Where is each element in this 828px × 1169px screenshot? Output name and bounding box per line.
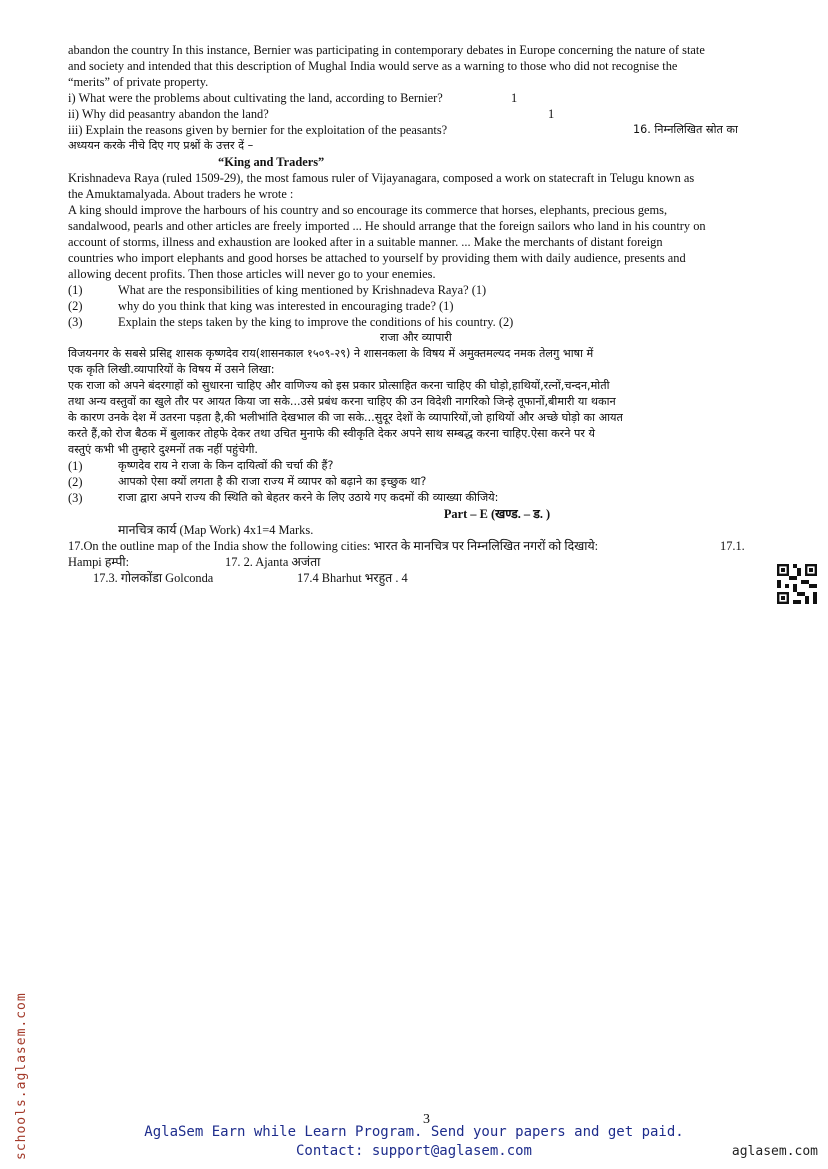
- hindi-question: [68, 474, 786, 490]
- english-question: [68, 282, 786, 298]
- footer-contact[interactable]: Contact: support@aglasem.com: [295, 1143, 532, 1159]
- hindi-text-line: करते हैं,को रोज बैठक में बुलाकर तोहफे देकर तथा उचित मुनाफे की स्वीकृति देकर अपने साथ सम्बद्ध करना चाहिए.ऐसा करने पर ये: [68, 427, 595, 440]
- intro-line: abandon the country In this instance, Bernier was participating in contemporary debates in Europe concerning the nature of state: [68, 43, 705, 57]
- hindi-question: [68, 490, 786, 506]
- question-text: आपको ऐसा क्यों लगता है की राजा राज्य में व्यापर को बढ़ाने का इच्छुक था?: [118, 475, 427, 488]
- question-number: (1): [68, 459, 83, 473]
- question-text: i) What were the problems about cultivating the land, according to Bernier?: [68, 91, 443, 105]
- question-text: 17.On the outline map of the India show the following cities: भारत के मानचित्र पर निम्नलिखित नगरों को दिखाये:: [68, 539, 599, 553]
- source-text-line: countries who import elephants and good horses be attached to yourself by providing them with daily audience, presents and: [68, 251, 686, 265]
- hindi-text-line: के कारण उनके देश में उतरना पड़ता है,की भलीभांति देखभाल की जा सके...सुदूर देशों के व्यापारियों,जो हाथियों और अच्छे घोड़ो का आयत: [68, 411, 623, 424]
- question-number: (1): [68, 283, 83, 297]
- question-text: iii) Explain the reasons given by bernier for the exploitation of the peasants?: [68, 123, 448, 137]
- hindi-instruction: अध्ययन करके नीचे दिए गए प्रश्नों के उत्तर दें –: [68, 139, 254, 152]
- hindi-intro-line: एक कृति लिखी.व्यापारियों के विषय में उसने लिखा:: [68, 363, 275, 376]
- map-work-heading: मानचित्र कार्य (Map Work) 4x1=4 Marks.: [118, 523, 314, 537]
- question-text: राजा द्वारा अपने राज्य की स्थिति को बेहतर करने के लिए उठाये गए कदमों की व्याख्या कीजिये:: [118, 491, 499, 504]
- question-text: कृष्णदेव राय ने राजा के किन दायित्वों की चर्चा की हैं?: [118, 459, 334, 472]
- question-number: (2): [68, 299, 83, 313]
- bernier-question-3: [68, 122, 786, 138]
- hindi-source-title: राजा और व्यापारी: [380, 331, 452, 344]
- question-17: [68, 538, 786, 554]
- question-text: why do you think that king was interested in encouraging trade? (1): [118, 299, 454, 313]
- bernier-question-1: [68, 90, 786, 106]
- question-17-2: 17. 2. Ajanta अजंता: [225, 555, 321, 569]
- question-17-row-b: [68, 570, 786, 586]
- question-text: ii) Why did peasantry abandon the land?: [68, 107, 269, 121]
- qr-code-icon: [777, 564, 817, 604]
- question-17-4: 17.4 Bharhut भरहुत . 4: [297, 571, 408, 585]
- question-text: Explain the steps taken by the king to improve the conditions of his country. (2): [118, 315, 514, 329]
- source-title: “King and Traders”: [218, 155, 325, 169]
- question-17-1-number: 17.1.: [720, 539, 745, 553]
- bernier-question-2: [68, 106, 786, 122]
- side-watermark: schools.aglasem.com: [14, 992, 29, 1160]
- source-intro-line: Krishnadeva Raya (ruled 1509-29), the most famous ruler of Vijayanagara, composed a work on statecraft in Telugu known as: [68, 171, 695, 185]
- question-number: (3): [68, 315, 83, 329]
- source-text-line: sandalwood, pearls and other articles are freely imported ... He should arrange that the foreign sailors who land in his country on: [68, 219, 706, 233]
- hindi-text-line: तथा अन्य वस्तुवों का खुले तौर पर आयत किया जा सके...उसे प्रबंध करना चाहिए की उन विदेशी नागरिको जिन्हे तूफानों,बीमारी या थकान: [68, 395, 616, 408]
- footer-domain[interactable]: aglasem.com: [731, 1144, 818, 1159]
- intro-line: “merits” of private property.: [68, 75, 209, 89]
- intro-line: and society and intended that this description of Mughal India would serve as a warning to those who did not recognise the: [68, 59, 678, 73]
- page-number: 3: [423, 1112, 430, 1127]
- question-17-3: 17.3. गोलकोंडा Golconda: [93, 571, 214, 585]
- english-question: [68, 298, 786, 314]
- hindi-intro-line: विजयनगर के सबसे प्रसिद्द शासक कृष्णदेव राय(शासनकाल १५०९-२९) ने शासनकला के विषय में अमुक्तमल्यद नमक तेलगु भाषा में: [68, 347, 594, 360]
- question-number: (2): [68, 475, 83, 489]
- part-heading: Part – E (खण्ड. – ड. ): [443, 507, 551, 521]
- question-mark: 1: [511, 91, 518, 105]
- hindi-text-line: एक राजा को अपने बंदरगाहों को सुधारना चाहिए और वाणिज्य को इस प्रकार प्रोत्साहित करना चाहिए की घोड़ो,हाथियों,रत्नों,चन्दन,मोती: [68, 379, 610, 392]
- hindi-text-line: वस्तुएं कभी भी तुम्हारे दुश्मनों तक नहीं पहुंचेगी.: [68, 443, 258, 456]
- english-question: [68, 314, 786, 330]
- source-text-line: account of storms, illness and exhaustion are looked after in a suitable manner. ... Make the merchants of distant foreign: [68, 235, 663, 249]
- document-body: [68, 42, 786, 586]
- question-17-row-a: [68, 554, 786, 570]
- question-mark: 1: [548, 107, 555, 121]
- question-text: What are the responsibilities of king mentioned by Krishnadeva Raya? (1): [118, 283, 487, 297]
- question-mark: 16. निम्नलिखित स्रोत का: [633, 123, 738, 136]
- question-number: (3): [68, 491, 83, 505]
- source-text-line: A king should improve the harbours of his country and so encourage its commerce that horses, elephants, precious gems,: [68, 203, 668, 217]
- hindi-question: [68, 458, 786, 474]
- footer-promo: AglaSem Earn while Learn Program. Send your papers and get paid.: [144, 1124, 684, 1140]
- source-intro-line: the Amuktamalyada. About traders he wrote :: [68, 187, 294, 201]
- question-17-1: Hampi हम्पी:: [68, 555, 130, 569]
- source-text-line: allowing decent profits. Then those articles will never go to your enemies.: [68, 267, 436, 281]
